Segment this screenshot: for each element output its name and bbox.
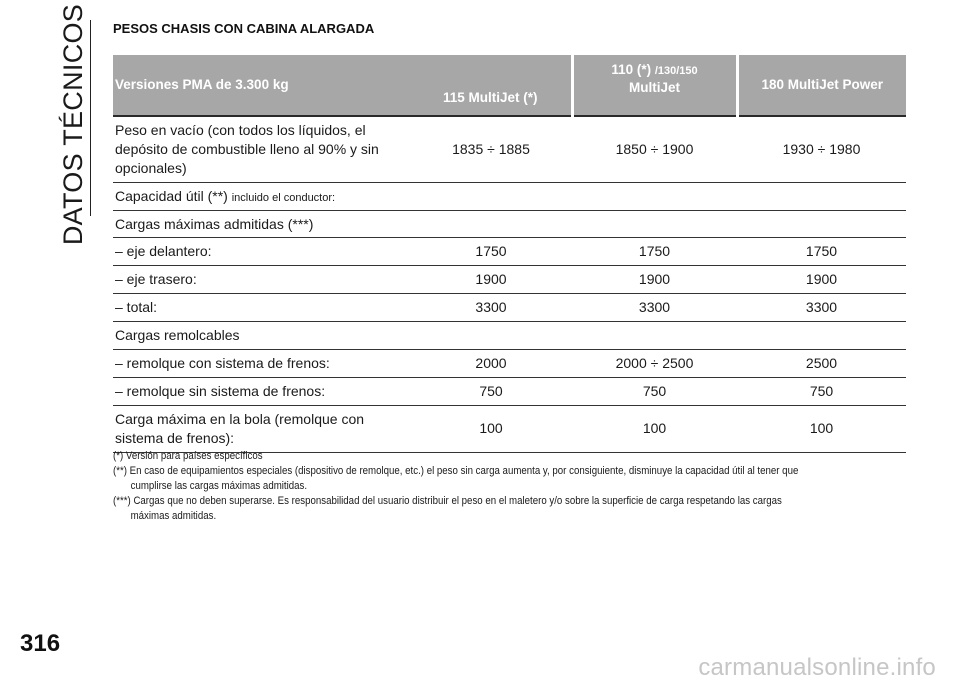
table-row: [113, 322, 906, 350]
row-value: 1900: [572, 266, 737, 294]
row-label: – total:: [113, 294, 410, 322]
table-row: [113, 210, 906, 238]
table-row: [113, 294, 906, 322]
row-value: 1835 ÷ 1885: [410, 116, 572, 182]
side-section-title-text: DATOS TÉCNICOS: [58, 3, 89, 245]
table-row: [113, 350, 906, 378]
table-row: [113, 266, 906, 294]
row-value: 750: [572, 377, 737, 405]
row-value: 100: [410, 405, 572, 452]
weights-table: [113, 55, 906, 453]
table-row: [113, 377, 906, 405]
row-value: 1900: [737, 266, 906, 294]
header-110-main: 110 (*): [611, 62, 655, 77]
side-section-title: [58, 3, 90, 245]
table-row: [113, 238, 906, 266]
row-value: 3300: [737, 294, 906, 322]
row-label: – remolque sin sistema de frenos:: [113, 377, 410, 405]
header-110-small: /130/150: [654, 65, 698, 77]
row-label: [113, 182, 906, 210]
row-value: 750: [410, 377, 572, 405]
page-number: 316: [20, 630, 61, 657]
footnote-2: (**) En caso de equipamientos especiales (dispositivo de remolque, etc.) el peso sin carga aumenta y, por consiguiente, disminuye la capacidad útil al tener que cumplirse las cargas máximas admitidas.: [113, 465, 799, 492]
row-label: – eje delantero:: [113, 238, 410, 266]
row-value: 3300: [410, 294, 572, 322]
row-label: Carga máxima en la bola (remolque con sistema de frenos):: [113, 405, 410, 452]
row-value: 1900: [410, 266, 572, 294]
row-label-main: Capacidad útil (**): [115, 187, 232, 204]
header-180-multijet-power: 180 MultiJet Power: [737, 55, 906, 116]
section-title: PESOS CHASIS CON CABINA ALARGADA: [113, 21, 375, 36]
row-value: 1850 ÷ 1900: [572, 116, 737, 182]
table-header-row: [113, 55, 906, 116]
header-110-130-150-multijet: [572, 55, 737, 116]
row-label: Peso en vacío (con todos los líquidos, el depósito de combustible lleno al 90% y sin opcionales): [113, 116, 410, 182]
row-value: 3300: [572, 294, 737, 322]
table-row: [113, 405, 906, 452]
watermark-text: carmanualsonline.info: [698, 654, 936, 681]
row-label: Cargas remolcables: [113, 322, 906, 350]
header-110-line2: MultiJet: [628, 79, 680, 95]
row-label: – remolque con sistema de frenos:: [113, 350, 410, 378]
header-115-multijet: 115 MultiJet (*): [410, 55, 572, 116]
row-value: 2000: [410, 350, 572, 378]
row-value: 1930 ÷ 1980: [737, 116, 906, 182]
row-value: 100: [572, 405, 737, 452]
row-value: 100: [737, 405, 906, 452]
row-value: 2500: [737, 350, 906, 378]
footnote-1: (*) Versión para países específicos: [113, 450, 263, 462]
row-value: 2000 ÷ 2500: [572, 350, 737, 378]
header-versions: Versiones PMA de 3.300 kg: [113, 55, 410, 116]
row-value: 1750: [737, 238, 906, 266]
row-label: – eje trasero:: [113, 266, 410, 294]
table-row: [113, 116, 906, 182]
row-label-small: incluido el conductor:: [231, 191, 336, 204]
row-label: Cargas máximas admitidas (***): [113, 210, 906, 238]
footnotes: [113, 449, 808, 524]
row-value: 1750: [572, 238, 737, 266]
row-value: 1750: [410, 238, 572, 266]
table-row: [113, 182, 906, 210]
row-value: 750: [737, 377, 906, 405]
side-divider: [90, 20, 91, 216]
footnote-3: (***) Cargas que no deben superarse. Es responsabilidad del usuario distribuir el peso en el maletero y/o sobre la superficie de carga respetando las cargas máximas admitidas.: [113, 495, 782, 522]
